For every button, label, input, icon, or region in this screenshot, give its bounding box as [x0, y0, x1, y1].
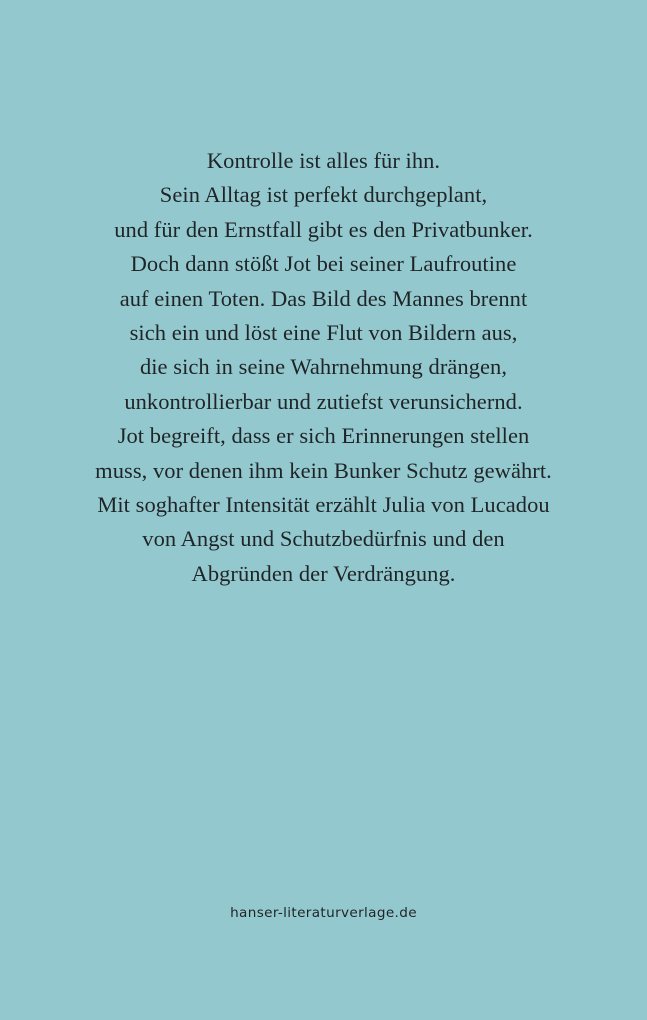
blurb-line: muss, vor denen ihm kein Bunker Schutz gewährt. — [95, 457, 552, 483]
blurb-text — [0, 144, 647, 591]
blurb-line: von Angst und Schutzbedürfnis und den — [142, 526, 505, 552]
blurb-line: Mit soghafter Intensität erzählt Julia von Lucadou — [97, 492, 550, 518]
blurb-line: die sich in seine Wahrnehmung drängen, — [139, 354, 508, 380]
blurb-line: unkontrollierbar und zutiefst verunsichernd. — [124, 388, 523, 414]
blurb-line: und für den Ernstfall gibt es den Privatbunker. — [114, 216, 533, 242]
blurb-line: auf einen Toten. Das Bild des Mannes brennt — [119, 285, 528, 311]
blurb-line: sich ein und löst eine Flut von Bildern aus, — [129, 320, 518, 346]
blurb-line: Sein Alltag ist perfekt durchgeplant, — [159, 182, 488, 208]
blurb-line: Abgründen der Verdrängung. — [191, 560, 456, 586]
blurb-line: Kontrolle ist alles für ihn. — [206, 148, 441, 173]
blurb-line: Jot begreift, dass er sich Erinnerungen stellen — [117, 423, 530, 449]
blurb-line: Doch dann stößt Jot bei seiner Laufroutine — [130, 251, 517, 277]
publisher-url: hanser-literaturverlage.de — [230, 905, 417, 921]
